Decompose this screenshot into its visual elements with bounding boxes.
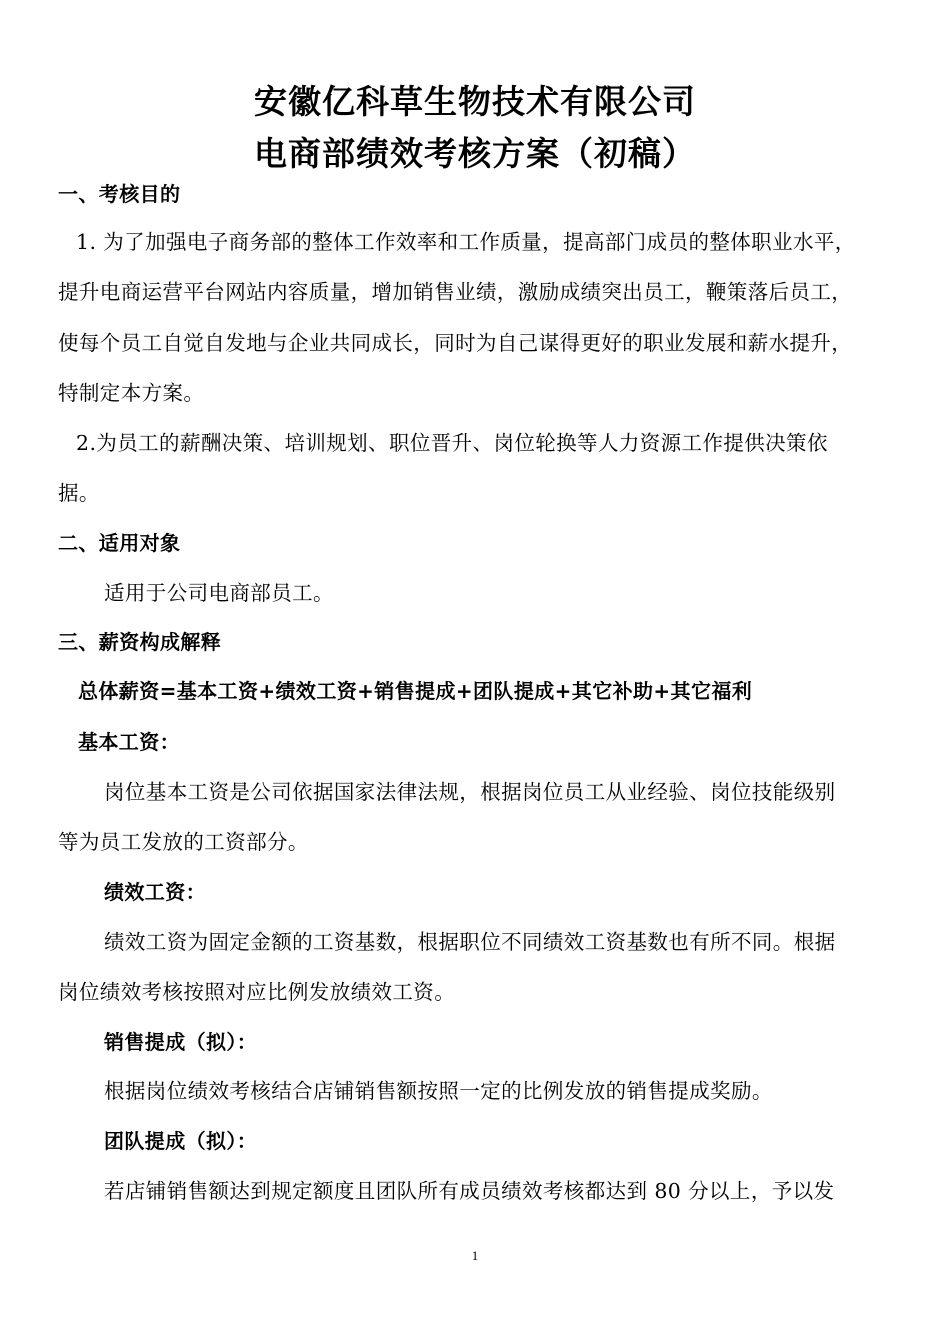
team-commission-heading: 团队提成（拟）： (104, 1129, 258, 1153)
document-title-line-2: 电商部绩效考核方案（初稿） (254, 134, 696, 173)
section-2-heading: 二、适用对象 (58, 531, 181, 555)
salary-formula: 总体薪资=基本工资+绩效工资+销售提成+团队提成+其它补助+其它福利 (78, 679, 753, 703)
team-commission-line-1: 若店铺销售额达到规定额度且团队所有成员绩效考核都达到 80 分以上，予以发 (104, 1179, 835, 1203)
basic-salary-heading: 基本工资： (78, 730, 180, 754)
section-3-heading: 三、薪资构成解释 (58, 630, 222, 654)
paragraph-1-line-3: 使每个员工自觉自发地与企业共同成长，同时为自己谋得更好的职业发展和薪水提升， (58, 331, 853, 355)
sales-commission-text: 根据岗位绩效考核结合店铺销售额按照一定的比例发放的销售提成奖励。 (104, 1079, 773, 1103)
performance-salary-heading: 绩效工资： (104, 880, 206, 904)
paragraph-1-line-1: 1. 为了加强电子商务部的整体工作效率和工作质量，提高部门成员的整体职业水平， (76, 230, 856, 254)
sales-commission-heading: 销售提成（拟）： (104, 1030, 258, 1054)
page-number: 1 (471, 1248, 479, 1263)
performance-salary-line-1: 绩效工资为固定金额的工资基数，根据职位不同绩效工资基数也有所不同。根据 (104, 930, 836, 954)
paragraph-1-line-4: 特制定本方案。 (58, 381, 205, 405)
section-2-text: 适用于公司电商部员工。 (104, 581, 334, 605)
section-1-heading: 一、考核目的 (58, 182, 181, 206)
performance-salary-line-2: 岗位绩效考核按照对应比例发放绩效工资。 (58, 980, 456, 1004)
basic-salary-line-2: 等为员工发放的工资部分。 (58, 830, 309, 854)
paragraph-2-line-2: 据。 (58, 481, 100, 505)
paragraph-2-line-1: 2.为员工的薪酬决策、培训规划、职位晋升、岗位轮换等人力资源工作提供决策依 (76, 431, 828, 455)
paragraph-1-line-2: 提升电商运营平台网站内容质量，增加销售业绩，激励成绩突出员工，鞭策落后员工， (58, 280, 853, 304)
basic-salary-line-1: 岗位基本工资是公司依据国家法律法规，根据岗位员工从业经验、岗位技能级别 (104, 780, 836, 804)
document-title-line-1: 安徽亿科草生物技术有限公司 (254, 82, 696, 121)
